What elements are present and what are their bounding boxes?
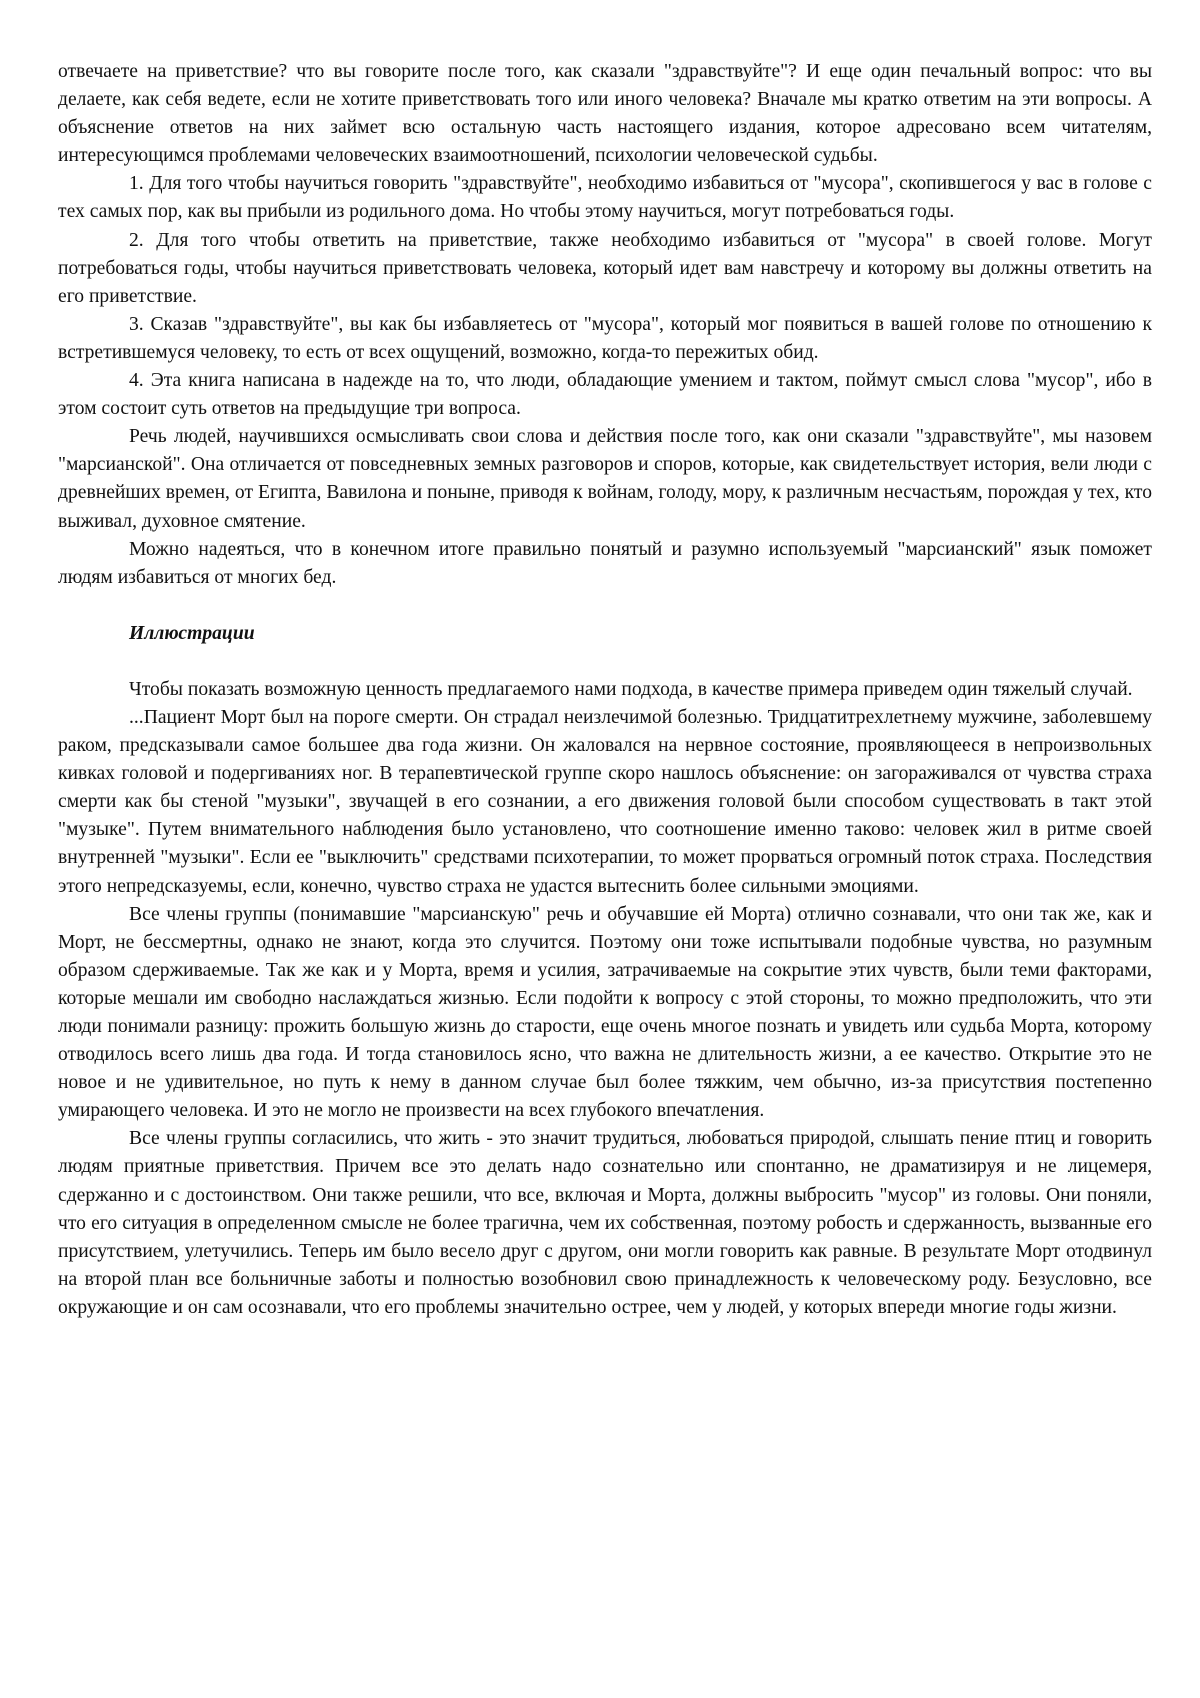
paragraph-point-4: 4. Эта книга написана в надежде на то, что люди, обладающие умением и тактом, поймут смысл слова "мусор", ибо в этом состоит суть ответов на предыдущие три вопроса. <box>58 370 1152 420</box>
paragraph-point-1: 1. Для того чтобы научиться говорить "здравствуйте", необходимо избавиться от "мусора", скопившегося у вас в голове с тех самых пор, как вы прибыли из родильного дома. Но чтобы этому научиться, могут потребоваться годы. <box>58 173 1152 223</box>
paragraph-patient-mort: ...Пациент Морт был на пороге смерти. Он страдал неизлечимой болезнью. Тридцатитрехлетнему мужчине, заболевшему раком, предсказывали самое большее два года жизни. Он жаловался на нервное состояние, проявляющееся в непроизвольных кивках головой и подергиваниях ног. В терапевтической группе скоро нашлось объяснение: он загораживался от чувства страха смерти как бы стеной "музыки", звучащей в его сознании, а его движения головой были способом существовать в такт этой "музыке". Путем внимательного наблюдения было установлено, что соотношение именно таково: человек жил в ритме своей внутренней "музыки". Если ее "выключить" средствами психотерапии, то может прорваться огромный поток страха. Последствия этого непредсказуемы, если, конечно, чувство страха не удастся вытеснить более сильными эмоциями. <box>58 706 1152 897</box>
paragraph-intro: отвечаете на приветствие? что вы говорите после того, как сказали "здравствуйте"? И еще один печальный вопрос: что вы делаете, как себя ведете, если не хотите приветствовать того или иного человека? Вначале мы кратко ответим на эти вопросы. А объяснение ответов на них займет всю остальную часть настоящего издания, которое адресовано всем читателям, интересующимся проблемами человеческих взаимоотношений, психологии человеческой судьбы. <box>58 61 1152 167</box>
paragraph-group-members: Все члены группы (понимавшие "марсианскую" речь и обучавшие ей Морта) отлично сознавали, что они так же, как и Морт, не бессмертны, однако не знают, когда это случится. Поэтому они тоже испытывали подобные чувства, но разумным образом сдерживаемые. Так же как и у Морта, время и усилия, затрачиваемые на сокрытие этих чувств, были теми факторами, которые мешали им свободно наслаждаться жизнью. Если подойти к вопросу с этой стороны, то можно предположить, что эти люди понимали разницу: прожить большую жизнь до старости, еще очень многое познать и увидеть или судьба Морта, которому отводилось всего лишь два года. И тогда становилось ясно, что важна не длительность жизни, а ее качество. Открытие это не новое и не удивительное, но путь к нему в данном случае был более тяжким, чем обычно, из-за присутствия постепенно умирающего человека. И это не могло не произвести на всех глубокого впечатления. <box>58 903 1152 1122</box>
paragraph-martian-speech: Речь людей, научившихся осмысливать свои слова и действия после того, как они сказали "здравствуйте", мы назовем "марсианской". Она отличается от повседневных земных разговоров и споров, которые, как свидетельствует история, вели люди с древнейших времен, от Египта, Вавилона и поныне, приводя к войнам, голоду, мору, к различным несчастьям, порождая у тех, кто выживал, духовное смятение. <box>58 426 1152 532</box>
paragraph-hope: Можно надеяться, что в конечном итоге правильно понятый и разумно используемый "марсианский" язык поможет людям избавиться от многих бед. <box>58 538 1152 588</box>
paragraph-example-intro: Чтобы показать возможную ценность предлагаемого нами подхода, в качестве примера приведем один тяжелый случай. <box>129 678 1133 700</box>
document-page <box>58 58 1152 1322</box>
paragraph-group-agreement: Все члены группы согласились, что жить - это значит трудиться, любоваться природой, слышать пение птиц и говорить людям приятные приветствия. Причем все это делать надо сознательно или спонтанно, не драматизируя и не лицемеря, сдержанно и с достоинством. Они также решили, что все, включая и Морта, должны выбросить "мусор" из головы. Они поняли, что его ситуация в определенном смысле не более трагична, чем их собственная, поэтому робость и сдержанность, вызванные его присутствием, улетучились. Теперь им было весело друг с другом, они могли говорить как равные. В результате Морт отодвинул на второй план все больничные заботы и полностью возобновил свою принадлежность к человеческому роду. Безусловно, все окружающие и он сам осознавали, что его проблемы значительно острее, чем у людей, у которых впереди многие годы жизни. <box>58 1128 1152 1318</box>
paragraph-point-2: 2. Для того чтобы ответить на приветствие, также необходимо избавиться от "мусора" в своей голове. Могут потребоваться годы, чтобы научиться приветствовать человека, который идет вам навстречу и которому вы должны ответить на его приветствие. <box>58 229 1152 307</box>
section-heading: Иллюстрации <box>129 622 255 644</box>
paragraph-point-3: 3. Сказав "здравствуйте", вы как бы избавляетесь от "мусора", который мог появиться в вашей голове по отношению к встретившемуся человеку, то есть от всех ощущений, возможно, когда-то пережитых обид. <box>58 313 1152 363</box>
